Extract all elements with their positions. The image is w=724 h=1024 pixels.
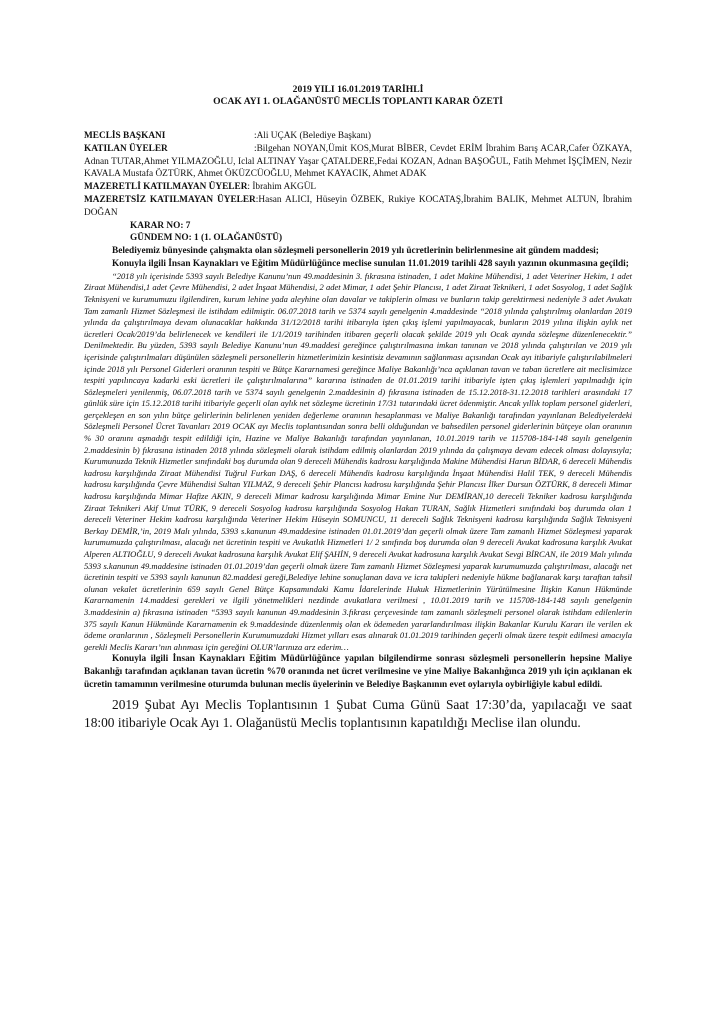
document-title-line1: 2019 YILI 16.01.2019 TARİHLİ bbox=[292, 84, 424, 95]
decision-text-2: ve yine bbox=[410, 667, 444, 678]
katilan-uyeler-row bbox=[84, 143, 632, 181]
mazeretli-row bbox=[84, 181, 632, 194]
katilan-uyeler-value: :Bilgehan NOYAN,Ümit KOS,Murat BİBER, Cevdet ERİM İbrahim Barış ACAR,Cafer ÖZKAYA, Adnan TUTAR,Ahmet YILMAZOĞLU, Iclal ALTINAY Yaşar ÇATALDERE,Fedai KOZAN, Adnan BAŞOĞUL, Fatih Mehmet İŞÇİMEN, Nezir KAVALA Mustafa ÖZTÜRK, Ahmet ÖKÜZCÜOĞLU, Mehmet KAYACIK, Ahmet ADAK bbox=[84, 143, 632, 180]
decision-bold-2: Maliye Bakanlığınca 2019 yılı için açıklanan ek ücretin tamamının verilmesine bbox=[84, 667, 632, 690]
mazeretli-label: MAZERETLİ KATILMAYAN ÜYELER bbox=[84, 182, 248, 193]
gundem-no: GÜNDEM NO: 1 (1. OLAĞANÜSTÜ) bbox=[130, 233, 283, 244]
mazeretsiz-row bbox=[84, 194, 632, 220]
document-title-line2: OCAK AYI 1. OLAĞANÜSTÜ MECLİS TOPLANTI KARAR ÖZETİ bbox=[213, 96, 503, 107]
decision-text-3: oturumda bulunan meclis üyelerinin ve Belediye Başkanının evet oylarıyla oybirliğiyle kabul edildi. bbox=[205, 679, 603, 690]
meclis-baskani-label: MECLİS BAŞKANI bbox=[84, 131, 166, 141]
meclis-baskani-value: :Ali UÇAK (Belediye Başkanı) bbox=[254, 131, 371, 141]
mazeretli-value: : İbrahim AKGÜL bbox=[247, 182, 317, 193]
meclis-baskani-row bbox=[84, 130, 632, 143]
katilan-uyeler-label: KATILAN ÜYELER bbox=[84, 143, 168, 154]
quoted-letter-text: “2018 yılı içerisinde 5393 sayılı Belediye Kanunu’nun 49.maddesinin 3. fıkrasına istinaden, 1 adet Makine Mühendisi, 1 adet Veteriner Hekim, 1 adet Ziraat Mühendisi,1 adet Çevre Mühendisi, 2 adet İnşaat Mühendisi, 2 adet Mimar, 1 adet Şehir Plancısı, 1 adet Ziraat Teknikeri, 1 adet Sosyolog, 1 adet Sağlık Teknisyeni ve kurumumuzu ilgilendiren, kurum lehine yada aleyhine olan davalar ve takiplerin olması ve bunların takip gerektirmesi nedeniyle 3 adet Avukatı Tam zamanlı Hizmet Sözleşmesi ile istihdam edilmiştir. 06.07.2018 tarih ve 5374 sayılı genelgenin 4.maddesinde “2018 yılında çalıştırılmış olanlardan 2019 yılında da çalıştırılmaya devam olunacaklar hakkında 31/12/2018 tarihi itibarıyla işten çıkış işlemi yapılmayacak, bunların 2019 yılına ilişkin aylık net ücretleri Ocak/2019’da belirlenecek ve kendileri ile 1/1/2019 tarihinden itibaren geçerli olacak şekilde 2019 yılı Ocak ayında sözleşme düzenlenecektir.” Denilmektedir. Bu yüzden, 5393 sayılı Belediye Kanunu’nun 49.maddesi gereğince çalıştırılmasına imkan tanınan ve 2018 yılında çalıştırılan ve 2019 yılı içerisinde çalıştırılmaları düşünülen sözleşmeli personellerin hizmetlerimizin kesintisiz devamının sağlanması açısından Ocak ayı itibariyle çalıştırılabilmeleri içinde 2018 yılı Personel Giderleri oranının tespiti ve Bütçe Kararnamesi gereğince Maliye Bakanlığı’nca açıklanan tavan ve taban ücretlere ait meclisimizce tespiti yapılıncaya kadarki eski ücretleri ile çalıştırılmalarına” kararına istinaden de 01.01.2019 tarihi itibariyle işten çıkış işlemleri yapılmadığı için Sözleşmeleri yenilenmiş, 06.07.2018 tarih ve 5374 sayılı genelgenin 2.maddesinin d) fıkrasına istinaden de 15.12.2018-31.12.2018 tarihleri arasındaki 17 günlük süre için 15.12.2018 tarihi itibariyle geçerli olan aylık net sözleşme ücretinin 17/31 tutarındaki ücret ödenmiştir. Ancak yıllık toplam personel giderleri, gerçekleşen en son yılın bütçe gelirlerinin belirlenen yeniden değerleme oranının hesaplanması ve Maliye Bakanlığı tarafından yayınlanan Belediyelerdeki Sözleşmeli Personel Ücret Tavanları 2019 OCAK ayı Meclis toplantısından sonra belli olduğundan ve bahsedilen personel giderlerinin bütçeye olan oranının % 30 oranını aşmadığı tespit edildiği için, Hazine ve Maliye Bakanlığı tarafından yayınlanan, 10.01.2019 tarih ve 115708-184-148 sayılı genelgenin 2.maddesinin b) fıkrasına istinaden 2018 yılında sözleşmeli olarak istihdam edilmiş olanlardan 2019 yılında da çalışmaya devam edecek olması dolayısıyla; Kurumunuzda Teknik Hizmetler sınıfındaki boş durumda olan 9 dereceli Mühendis kadrosu karşılığında Makine Mühendisi Harun BİDAR, 6 dereceli Mühendis kadrosu karşılığında Ziraat Mühendisi Tuğrul Furkan DAŞ, 6 dereceli Mühendis kadrosu karşılığında İnşaat Mühendisi Halil TEK, 9 dereceli Mühendis kadrosu karşılığında Çevre Mühendisi Sultan YILMAZ, 9 dereceli Şehir Plancısı kadrosu karşılığında Şehir Plancısı İlker Dursun ÖZTÜRK, 8 dereceli Mimar kadrosu karşılığında Mimar Hafize AKIN, 9 dereceli Mimar kadrosu karşılığında Mimar Emine Nur DEMİRAN,10 dereceli Tekniker kadrosu karşılığında Ziraat Teknikeri Akif Umut TÜRK, 9 dereceli Sosyolog kadrosu karşılığında Sosyolog Hakan TURAN, Sağlık Hizmetleri sınıfındaki boş durumda olan 1 dereceli Veteriner Hekim kadrosu karşılığında Veteriner Hekim Hüseyin SOMUNCU, 11 dereceli Sağlık Teknisyeni kadrosu karşılığında Sağlık Teknisyeni Berkay DEMİR,’in, 2019 Malı yılında, 5393 s.kanunun 49.maddesine istinaden 01.01.2019’dan geçerli olmak üzere Tam zamanlı Hizmet Sözleşmesi yaparak kurumumuzda çalıştırılması, alacağı net ücretinin tespiti ve Avukatlık Hizmetleri 1/ 2 sınıfında boş durumda olan 9 dereceli Avukat kadrosuna karşılık Avukat Alperen ALTIOĞLU, 9 dereceli Avukat kadrosuna karşılık Avukat Elif ŞAHİN, 9 dereceli Avukat kadrosuna karşılık Avukat Sevgi BİRCAN, ile 2019 Malı yılında 5393 s.kanunun 49.maddesine istinaden 01.01.2019’dan geçerli olmak üzere Tam zamanlı Hizmet Sözleşmesi yaparak kurumumuzda çalıştırılması, alacağı net ücretinin tespiti ve 5393 sayılı kanunun 82.maddesi gereği,Belediye lehine sonuçlanan dava ve icra takipleri nedeniyle hükme bağlanarak karşı taraftan tahsil olunan vekalet ücretlerinin 659 sayılı Genel Bütçe Kapsamındaki Kamu İdarelerinde Hukuk Hizmetlerinin Yürütülmesine İlişkin Kanun Hükmünde Kararnamenin 14.maddesi gerekleri ve ilgili yönetmelikleri nezdinde avukatlara verilmesi , 10.01.2019 tarih ve 115708-184-148 sayılı genelgenin 3.maddesinin a) fıkrasına istinaden “5393 sayılı kanunun 49.maddesinin 3.fıkrası çerçevesinde tam zamanlı sözleşmeli personel olarak istihdam edilenlerin 375 sayılı Kanun Hükmünde Kararnamenin ek 9.maddesinde düzenlenmiş olan ek ödemeden yararlandırılması ilişkin Bakanlar Kurulu Kararı ile verilen ek ödeme oranlarının , Sözleşmeli Personellerin Kurumumuzdaki Hizmet yılları esas alınarak 01.01.2019 tarihinden geçerli olmak üzere tespit edilmesi amacıyla gerekli Meclis Kararı’nın alınması için gereğini OLUR’larınıza arz ederim… bbox=[84, 270, 632, 652]
mazeretsiz-label: MAZERETSİZ KATILMAYAN ÜYELER bbox=[84, 194, 256, 205]
karar-no: KARAR NO: 7 bbox=[130, 220, 191, 231]
intro-text: Konuyla ilgili İnsan Kaynakları ve Eğitim Müdürlüğünce meclise sunulan 11.01.2019 tarihli 428 sayılı yazının okunmasına geçildi; bbox=[112, 258, 629, 269]
gundem-text: Belediyemiz bünyesinde çalışmakta olan sözleşmeli personellerin 2019 yılı ücretlerinin belirlenmesine ait gündem maddesi; bbox=[112, 246, 599, 257]
closing-paragraph: 2019 Şubat Ayı Meclis Toplantısının 1 Şubat Cuma Günü Saat 17:30’da, yapılacağı ve saat 18:00 itibariyle Ocak Ayı 1. Olağanüstü Meclis toplantısının kapatıldığı Meclise ilan olundu. bbox=[84, 696, 632, 730]
decision-bold-1: Maliye Bakanlığı tarafından açıklanan tavan ücretin %70 oranında net ücret verilmesine bbox=[84, 654, 632, 678]
document-page bbox=[84, 84, 632, 732]
mazeretsiz-value: :Hasan ALICI, Hüseyin ÖZBEK, Rukiye KOCATAŞ,İbrahim BALIK, Mehmet ALTUN, İbrahim DOĞAN bbox=[84, 194, 632, 218]
decision-paragraph bbox=[84, 653, 632, 691]
decision-text-1: Konuyla ilgili İnsan Kaynakları Eğitim Müdürlüğünce yapılan bilgilendirme sonrası sözleşmeli personellerin hepsine bbox=[112, 654, 605, 665]
